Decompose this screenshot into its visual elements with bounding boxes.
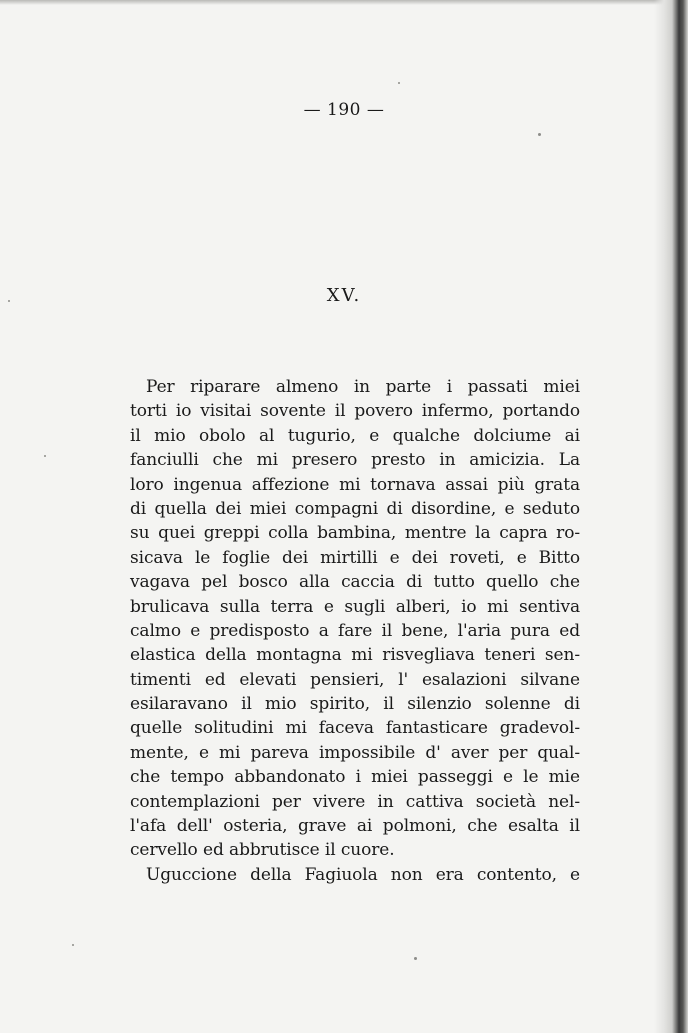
- text-line: esilaravano il mio spirito, il silenzio solenne di: [130, 694, 580, 715]
- text-line: fanciulli che mi presero presto in amicizia. La: [130, 450, 580, 471]
- paper-speck: [414, 957, 417, 960]
- paper-speck: [538, 133, 541, 136]
- body-text: [130, 375, 580, 887]
- text-line: che tempo abbandonato i miei passeggi e le mie: [130, 767, 580, 788]
- text-line: vagava pel bosco alla caccia di tutto quello che: [130, 572, 580, 593]
- text-line: quelle solitudini mi faceva fantasticare gradevol-: [130, 718, 580, 739]
- text-line: cervello ed abbrutisce il cuore.: [130, 840, 395, 861]
- text-line: loro ingenua affezione mi tornava assai più grata: [130, 474, 580, 495]
- text-line: su quei greppi colla bambina, mentre la capra ro-: [130, 523, 580, 544]
- text-line: l'afa dell' osteria, grave ai polmoni, che esalta il: [130, 816, 580, 837]
- text-line: contemplazioni per vivere in cattiva società nel-: [130, 791, 580, 812]
- paper-speck: [44, 455, 46, 457]
- book-spine-shadow: [654, 0, 688, 1033]
- page-top-edge-shadow: [0, 0, 688, 5]
- text-line: sicava le foglie dei mirtilli e dei roveti, e Bitto: [130, 547, 580, 568]
- text-line: timenti ed elevati pensieri, l' esalazioni silvane: [130, 669, 580, 690]
- text-line: calmo e predisposto a fare il bene, l'aria pura ed: [130, 620, 580, 641]
- paper-speck: [72, 944, 74, 946]
- text-line: di quella dei miei compagni di disordine, e seduto: [130, 498, 580, 519]
- paper-speck: [398, 82, 400, 84]
- paper-speck: [8, 300, 10, 302]
- text-line: mente, e mi pareva impossibile d' aver per qual-: [130, 742, 580, 763]
- text-line: Uguccione della Fagiuola non era contento, e: [146, 864, 580, 885]
- text-line: il mio obolo al tugurio, e qualche dolciume ai: [130, 425, 580, 446]
- text-line: brulicava sulla terra e sugli alberi, io mi sentiva: [130, 596, 580, 617]
- text-line: Per riparare almeno in parte i passati miei: [146, 377, 580, 397]
- chapter-heading: XV.: [326, 285, 362, 306]
- text-line: torti io visitai sovente il povero infermo, portando: [130, 401, 580, 422]
- page-number: — 190 —: [303, 100, 385, 120]
- text-line: elastica della montagna mi risvegliava teneri sen-: [130, 645, 580, 666]
